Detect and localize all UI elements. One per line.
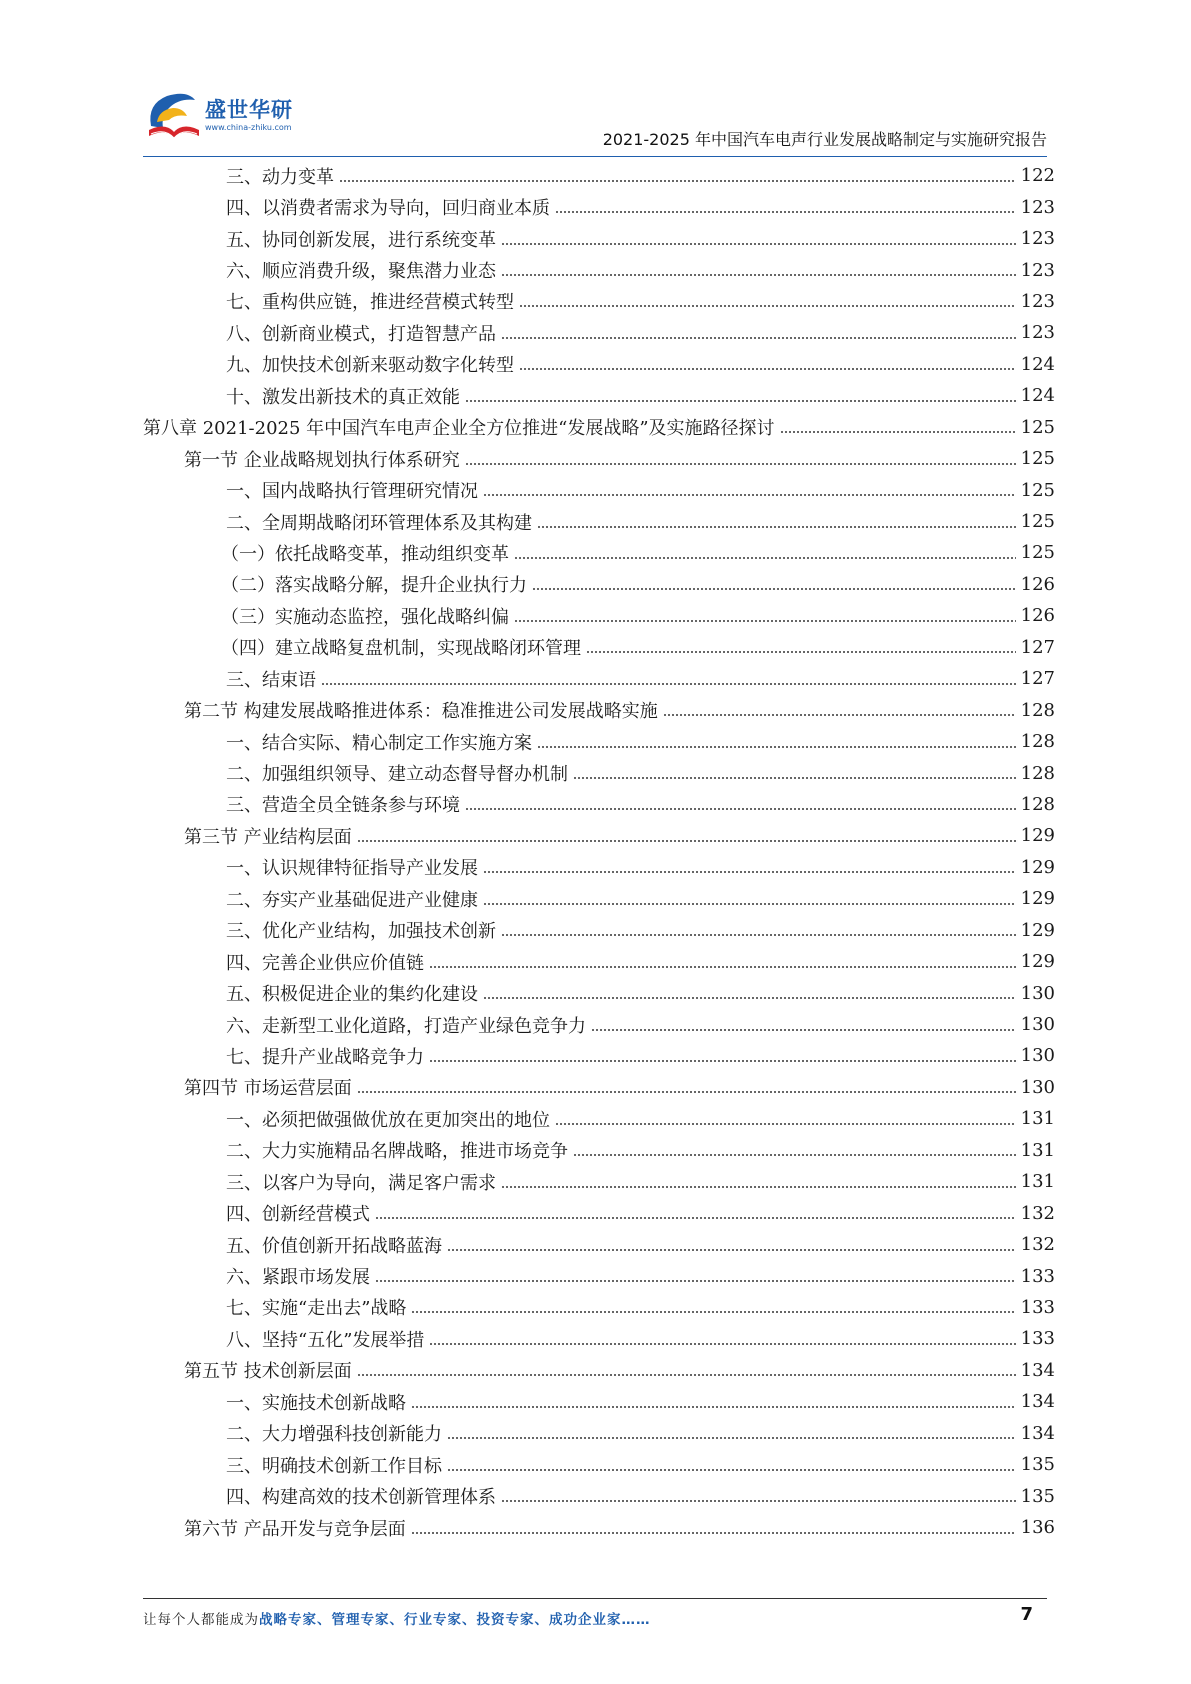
toc-leader-dots [429,966,1016,968]
toc-entry-item[interactable] [143,1040,1055,1071]
toc-leader-dots [429,1060,1016,1062]
toc-entry-page: 122 [1020,165,1055,187]
toc-entry-page: 136 [1020,1517,1055,1539]
toc-entry-page: 123 [1020,259,1055,281]
toc-entry-page: 130 [1020,1076,1055,1098]
toc-entry-label: 第一节 企业战略规划执行体系研究 [184,449,460,471]
toc-entry-item[interactable] [143,883,1055,914]
toc-entry-item[interactable] [143,1166,1055,1197]
toc-leader-dots [411,1532,1016,1534]
toc-entry-label: 六、紧跟市场发展 [226,1267,370,1289]
toc-leader-dots [357,1374,1016,1376]
toc-entry-page: 125 [1020,542,1055,564]
toc-entry-item[interactable] [143,663,1055,694]
toc-entry-label: 九、加快技术创新来驱动数字化转型 [226,355,514,377]
toc-entry-item[interactable] [143,789,1055,820]
footer-divider [143,1598,1047,1599]
toc-leader-dots [447,1469,1016,1471]
toc-leader-dots [465,463,1016,465]
toc-entry-label: 第八章 2021-2025 年中国汽车电声企业全方位推进“发展战略”及实施路径探讨 [143,418,775,440]
toc-entry-page: 134 [1020,1422,1055,1444]
book-logo-icon [143,86,205,144]
toc-leader-dots [447,1249,1016,1251]
toc-entry-item[interactable] [143,757,1055,788]
toc-entry-item[interactable] [143,946,1055,977]
toc-entry-label: 三、动力变革 [226,166,334,188]
toc-entry-item[interactable] [143,317,1055,348]
toc-leader-dots [429,1343,1016,1345]
toc-entry-item[interactable] [143,1323,1055,1354]
toc-entry-label: 第二节 构建发展战略推进体系：稳准推进公司发展战略实施 [184,701,658,723]
toc-entry-section[interactable] [143,694,1055,725]
toc-leader-dots [501,274,1016,276]
toc-entry-section[interactable] [143,820,1055,851]
toc-entry-page: 128 [1020,731,1055,753]
toc-entry-item[interactable] [143,1009,1055,1040]
toc-entry-page: 131 [1020,1139,1055,1161]
toc-entry-item[interactable] [143,223,1055,254]
toc-entry-label: （一）依托战略变革，推动组织变革 [221,543,509,565]
toc-entry-page: 130 [1020,1045,1055,1067]
toc-leader-dots [537,746,1016,748]
footer-slogan [143,1608,651,1628]
toc-entry-item[interactable] [143,1449,1055,1480]
toc-entry-item[interactable] [143,1135,1055,1166]
toc-entry-section[interactable] [143,1512,1055,1543]
toc-entry-label: 一、认识规律特征指导产业发展 [226,858,478,880]
toc-entry-sub[interactable] [143,632,1055,663]
toc-entry-page: 133 [1020,1296,1055,1318]
toc-entry-page: 125 [1020,479,1055,501]
toc-leader-dots [321,683,1016,685]
toc-leader-dots [483,871,1016,873]
toc-entry-item[interactable] [143,191,1055,222]
toc-entry-label: 第三节 产业结构层面 [184,826,352,848]
toc-leader-dots [501,1186,1016,1188]
toc-leader-dots [519,305,1016,307]
toc-entry-label: 三、结束语 [226,669,316,691]
toc-entry-label: 二、加强组织领导、建立动态督导督办机制 [226,764,568,786]
toc-entry-page: 123 [1020,228,1055,250]
toc-leader-dots [586,651,1016,653]
toc-entry-label: 五、价值创新开拓战略蓝海 [226,1235,442,1257]
toc-entry-label: （三）实施动态监控，强化战略纠偏 [221,606,509,628]
toc-entry-item[interactable] [143,380,1055,411]
toc-entry-item[interactable] [143,349,1055,380]
toc-entry-page: 127 [1020,636,1055,658]
toc-entry-page: 135 [1020,1454,1055,1476]
slogan-prefix: 让每个人都能成为 [143,1612,259,1628]
toc-entry-label: 四、创新经营模式 [226,1204,370,1226]
toc-entry-item[interactable] [143,726,1055,757]
toc-leader-dots [780,431,1016,433]
page-number: 7 [1020,1604,1033,1625]
toc-entry-item[interactable] [143,915,1055,946]
toc-leader-dots [501,1500,1016,1502]
company-logo [143,86,313,146]
toc-entry-item[interactable] [143,977,1055,1008]
toc-entry-item[interactable] [143,1197,1055,1228]
toc-leader-dots [591,1029,1016,1031]
toc-entry-page: 126 [1020,573,1055,595]
toc-leader-dots [447,1437,1016,1439]
toc-entry-label: （二）落实战略分解，提升企业执行力 [221,575,527,597]
toc-leader-dots [532,588,1016,590]
toc-entry-label: 第六节 产品开发与竞争层面 [184,1518,406,1540]
toc-entry-page: 124 [1020,353,1055,375]
toc-entry-item[interactable] [143,1386,1055,1417]
toc-entry-page: 125 [1020,448,1055,470]
toc-entry-label: 一、国内战略执行管理研究情况 [226,481,478,503]
toc-entry-sub[interactable] [143,600,1055,631]
header-divider [143,156,1047,157]
toc-entry-label: 一、必须把做强做优放在更加突出的地位 [226,1109,550,1131]
toc-entry-label: 六、顺应消费升级，聚焦潜力业态 [226,261,496,283]
toc-entry-label: 三、优化产业结构，加强技术创新 [226,921,496,943]
toc-entry-sub[interactable] [143,569,1055,600]
toc-entry-label: 第五节 技术创新层面 [184,1361,352,1383]
toc-leader-dots [573,1154,1016,1156]
toc-entry-label: 三、明确技术创新工作目标 [226,1455,442,1477]
toc-entry-page: 132 [1020,1234,1055,1256]
toc-entry-item[interactable] [143,1229,1055,1260]
toc-leader-dots [519,368,1016,370]
toc-entry-item[interactable] [143,506,1055,537]
toc-entry-label: 七、提升产业战略竞争力 [226,1046,424,1068]
toc-leader-dots [339,180,1016,182]
toc-leader-dots [514,557,1016,559]
toc-leader-dots [483,494,1016,496]
toc-entry-label: 三、以客户为导向，满足客户需求 [226,1172,496,1194]
toc-entry-item[interactable] [143,852,1055,883]
toc-entry-item[interactable] [143,160,1055,191]
toc-entry-page: 135 [1020,1485,1055,1507]
toc-leader-dots [375,1280,1016,1282]
toc-entry-page: 125 [1020,416,1055,438]
toc-entry-label: 八、坚持“五化”发展举措 [226,1329,425,1351]
brand-name: 盛世华研 [205,98,293,122]
toc-entry-label: 一、实施技术创新战略 [226,1392,406,1414]
toc-leader-dots [501,337,1016,339]
toc-entry-page: 128 [1020,699,1055,721]
toc-entry-page: 133 [1020,1328,1055,1350]
toc-entry-page: 133 [1020,1265,1055,1287]
toc-entry-page: 128 [1020,762,1055,784]
toc-entry-item[interactable] [143,286,1055,317]
toc-entry-label: 六、走新型工业化道路，打造产业绿色竞争力 [226,1015,586,1037]
toc-entry-item[interactable] [143,1480,1055,1511]
toc-entry-page: 130 [1020,982,1055,1004]
toc-entry-label: 七、实施“走出去”战略 [226,1298,407,1320]
toc-leader-dots [465,808,1016,810]
toc-leader-dots [501,934,1016,936]
toc-leader-dots [555,1123,1016,1125]
toc-entry-label: 八、创新商业模式，打造智慧产品 [226,323,496,345]
toc-entry-label: 二、全周期战略闭环管理体系及其构建 [226,512,532,534]
toc-entry-label: 二、夯实产业基础促进产业健康 [226,889,478,911]
toc-entry-label: （四）建立战略复盘机制，实现战略闭环管理 [221,638,581,660]
slogan-highlight: 战略专家、管理专家、行业专家、投资专家、成功企业家…… [259,1612,651,1628]
toc-entry-label: 四、构建高效的技术创新管理体系 [226,1487,496,1509]
brand-url: www.china-zhiku.com [205,123,292,132]
toc-entry-page: 129 [1020,856,1055,878]
toc-entry-label: 三、营造全员全链条参与环境 [226,795,460,817]
toc-entry-sub[interactable] [143,537,1055,568]
toc-entry-label: 四、以消费者需求为导向，回归商业本质 [226,198,550,220]
toc-entry-label: 四、完善企业供应价值链 [226,952,424,974]
toc-entry-page: 123 [1020,196,1055,218]
toc-entry-page: 129 [1020,888,1055,910]
toc-entry-label: 五、积极促进企业的集约化建设 [226,984,478,1006]
toc-entry-page: 129 [1020,825,1055,847]
toc-entry-page: 131 [1020,1171,1055,1193]
toc-entry-page: 131 [1020,1108,1055,1130]
toc-entry-page: 128 [1020,793,1055,815]
toc-entry-page: 129 [1020,951,1055,973]
toc-entry-item[interactable] [143,1292,1055,1323]
toc-leader-dots [483,903,1016,905]
toc-leader-dots [411,1311,1016,1313]
toc-entry-page: 134 [1020,1359,1055,1381]
toc-leader-dots [357,1091,1016,1093]
toc-entry-label: 第四节 市场运营层面 [184,1078,352,1100]
toc-entry-page: 125 [1020,511,1055,533]
toc-entry-section[interactable] [143,443,1055,474]
toc-entry-page: 129 [1020,919,1055,941]
toc-leader-dots [501,243,1016,245]
page-header [143,86,1047,158]
toc-leader-dots [514,620,1016,622]
toc-leader-dots [663,714,1016,716]
toc-entry-label: 二、大力实施精品名牌战略，推进市场竞争 [226,1141,568,1163]
toc-leader-dots [357,840,1016,842]
report-title: 2021-2025 年中国汽车电声行业发展战略制定与实施研究报告 [602,130,1047,149]
toc-entry-page: 123 [1020,322,1055,344]
toc-entry-page: 132 [1020,1202,1055,1224]
toc-leader-dots [483,997,1016,999]
toc-leader-dots [375,1217,1016,1219]
toc-entry-item[interactable] [143,254,1055,285]
toc-entry-item[interactable] [143,1103,1055,1134]
toc-entry-label: 五、协同创新发展，进行系统变革 [226,229,496,251]
toc-leader-dots [537,526,1016,528]
toc-entry-label: 十、激发出新技术的真正效能 [226,386,460,408]
toc-leader-dots [411,1406,1016,1408]
toc-leader-dots [573,777,1016,779]
toc-entry-item[interactable] [143,1418,1055,1449]
toc-entry-label: 一、结合实际、精心制定工作实施方案 [226,732,532,754]
toc-entry-page: 126 [1020,605,1055,627]
toc-entry-section[interactable] [143,1355,1055,1386]
toc-entry-section[interactable] [143,1072,1055,1103]
toc-entry-label: 二、大力增强科技创新能力 [226,1424,442,1446]
toc-entry-page: 130 [1020,1014,1055,1036]
toc-entry-chapter[interactable] [143,412,1055,443]
toc-leader-dots [465,400,1016,402]
table-of-contents [143,160,1055,1543]
page-footer [143,1604,1043,1634]
toc-entry-page: 134 [1020,1391,1055,1413]
toc-leader-dots [555,211,1016,213]
toc-entry-page: 124 [1020,385,1055,407]
toc-entry-page: 123 [1020,290,1055,312]
toc-entry-item[interactable] [143,1260,1055,1291]
toc-entry-page: 127 [1020,668,1055,690]
toc-entry-label: 七、重构供应链，推进经营模式转型 [226,292,514,314]
toc-entry-item[interactable] [143,474,1055,505]
